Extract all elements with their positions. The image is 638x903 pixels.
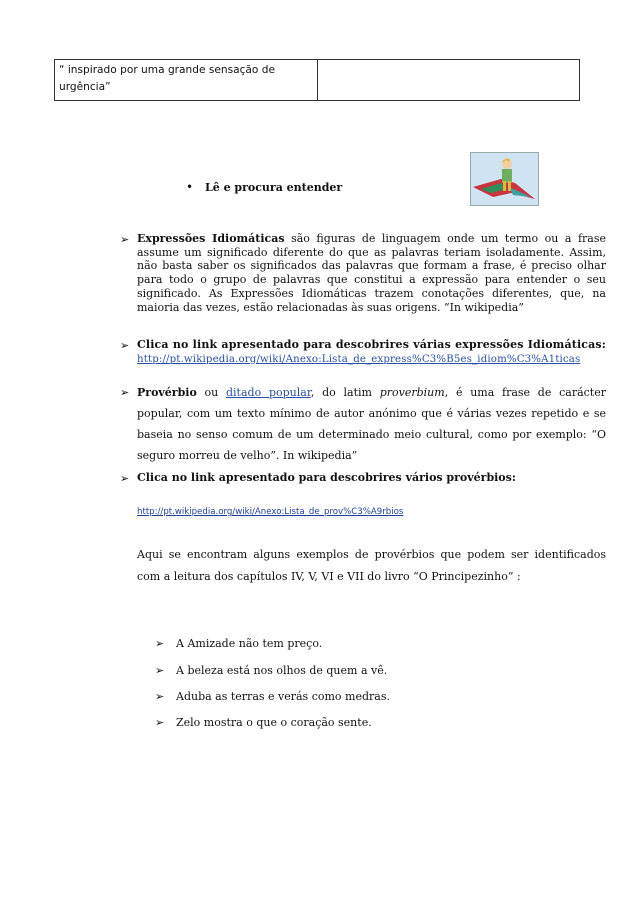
- intro-paragraph: Aqui se encontram alguns exemplos de provérbios que podem ser identificados com a leitura dos capítulos IV, V, VI e VII do livro “O Principezinho” :: [137, 548, 606, 583]
- idioms-link[interactable]: http://pt.wikipedia.org/wiki/Anexo:Lista_de_express%C3%B5es_idiom%C3%A1ticas: [137, 353, 581, 365]
- proverb-text-b: , é uma frase de carácter popular, com um texto mínimo de autor anónimo que é várias vezes repetido e se baseia no senso comum de um determinado meio cultural, como por exemplo: “O seguro morreu de velho”. In wikipedia”: [137, 386, 606, 462]
- arrow-bullet-icon: ➢: [155, 664, 165, 677]
- proverb-term: Provérbio: [137, 386, 197, 399]
- proverbs-link-label-wrap: [137, 471, 606, 485]
- arrow-bullet-icon: ➢: [120, 339, 130, 352]
- bullet-icon: •: [186, 180, 194, 194]
- little-prince-illustration: [470, 152, 539, 206]
- proverbs-link[interactable]: http://pt.wikipedia.org/wiki/Anexo:Lista_de_prov%C3%A9rbios: [137, 507, 404, 517]
- quote-cell: “ inspirado por uma grande sensação de urgência”: [55, 60, 318, 100]
- proverb-latin: proverbium: [379, 386, 445, 399]
- idioms-link-label: Clica no link apresentado para descobrires várias expressões Idiomáticas:: [137, 338, 606, 351]
- expressions-term: Expressões Idiomáticas: [137, 232, 285, 245]
- proverb-paragraph: [137, 382, 606, 466]
- arrow-bullet-icon: ➢: [120, 386, 130, 399]
- proverb-text-a: , do latim: [310, 386, 380, 399]
- proverb-or: ou: [196, 386, 226, 399]
- quote-table: [54, 59, 580, 101]
- empty-answer-cell[interactable]: [318, 60, 579, 100]
- idioms-link-paragraph: [137, 338, 606, 366]
- proverbs-link-wrap: [137, 499, 403, 518]
- expressions-paragraph: [137, 232, 606, 314]
- ditado-popular-link[interactable]: ditado popular: [226, 386, 311, 399]
- list-item: A beleza está nos olhos de quem a vê.: [176, 664, 388, 677]
- expressions-text: são figuras de linguagem onde um termo ou a frase assume um significado diferente do que as palavras teriam isoladamente. Assim, não basta saber os significados das palavras que formam a frase, é preciso olhar para todo o grupo de palavras que constitui a expressão para entender o seu significado. As Expressões Idiomáticas trazem conotações diferentes, que, na maioria das vezes, estão relacionadas às suas origens. “In wikipedia”: [137, 232, 606, 314]
- arrow-bullet-icon: ➢: [120, 233, 130, 246]
- list-item: A Amizade não tem preço.: [176, 637, 323, 650]
- proverbs-link-label: Clica no link apresentado para descobrires vários provérbios:: [137, 471, 516, 484]
- list-item: Zelo mostra o que o coração sente.: [176, 716, 372, 729]
- arrow-bullet-icon: ➢: [155, 690, 165, 703]
- list-item: Aduba as terras e verás como medras.: [176, 690, 390, 703]
- section-heading: Lê e procura entender: [205, 181, 343, 194]
- arrow-bullet-icon: ➢: [120, 472, 130, 485]
- arrow-bullet-icon: ➢: [155, 637, 165, 650]
- arrow-bullet-icon: ➢: [155, 716, 165, 729]
